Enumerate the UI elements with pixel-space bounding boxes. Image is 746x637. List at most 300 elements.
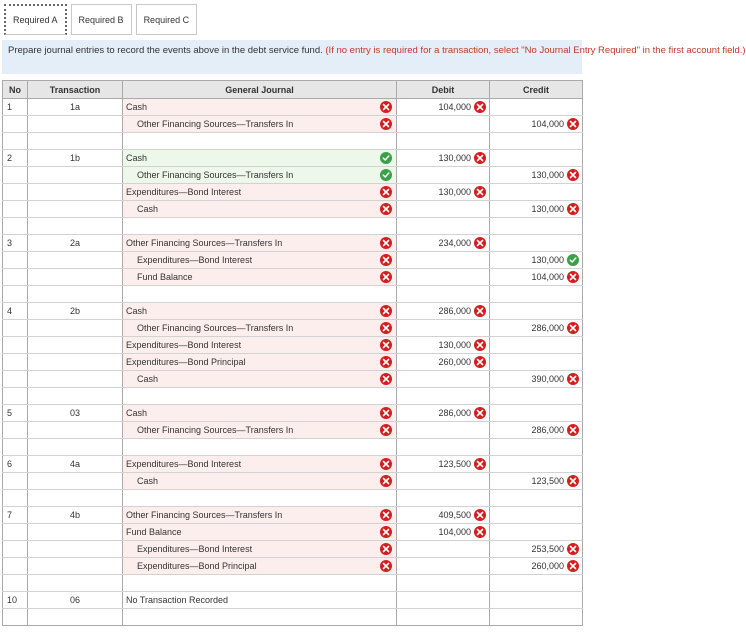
debit-input[interactable] (397, 507, 489, 523)
credit-cell[interactable] (490, 490, 583, 507)
journal-row (3, 439, 583, 456)
transaction-id (28, 558, 123, 575)
account-select[interactable] (123, 456, 396, 472)
credit-input[interactable] (490, 167, 582, 183)
incorrect-x-icon (474, 152, 486, 164)
account-select[interactable] (123, 269, 396, 285)
journal-row (3, 235, 583, 252)
account-select[interactable] (123, 507, 396, 523)
entry-number (3, 184, 28, 201)
entry-number: 7 (3, 507, 28, 524)
debit-amount: 409,500 (438, 510, 471, 520)
column-header-credit: Credit (490, 81, 583, 99)
credit-cell[interactable] (490, 575, 583, 592)
debit-cell[interactable] (397, 303, 490, 320)
credit-amount: 123,500 (531, 476, 564, 486)
debit-input[interactable] (397, 320, 489, 336)
incorrect-x-icon (474, 356, 486, 368)
credit-input[interactable] (490, 201, 582, 217)
credit-cell[interactable] (490, 354, 583, 371)
entry-number (3, 575, 28, 592)
journal-row (3, 184, 583, 201)
debit-cell[interactable] (397, 150, 490, 167)
credit-cell[interactable] (490, 439, 583, 456)
account-cell[interactable] (123, 201, 397, 218)
credit-input[interactable] (490, 524, 582, 540)
journal-row (3, 252, 583, 269)
debit-cell[interactable] (397, 473, 490, 490)
account-cell[interactable] (123, 592, 397, 609)
credit-input[interactable] (490, 558, 582, 574)
entry-number (3, 609, 28, 626)
debit-cell[interactable] (397, 252, 490, 269)
debit-cell[interactable] (397, 235, 490, 252)
transaction-id (28, 184, 123, 201)
incorrect-x-icon (380, 118, 392, 130)
debit-input[interactable] (397, 473, 489, 489)
credit-amount: 130,000 (531, 255, 564, 265)
incorrect-x-icon (567, 169, 579, 181)
incorrect-x-icon (474, 526, 486, 538)
journal-row (3, 405, 583, 422)
debit-input[interactable] (397, 99, 489, 115)
debit-cell[interactable] (397, 524, 490, 541)
journal-row (3, 167, 583, 184)
account-select[interactable] (123, 422, 396, 438)
debit-input[interactable] (397, 558, 489, 574)
account-select[interactable] (123, 116, 396, 132)
account-cell[interactable] (123, 269, 397, 286)
account-select[interactable] (123, 337, 396, 353)
account-select[interactable] (123, 320, 396, 336)
credit-input[interactable] (490, 371, 582, 387)
debit-input[interactable] (397, 167, 489, 183)
incorrect-x-icon (380, 407, 392, 419)
incorrect-x-icon (380, 356, 392, 368)
journal-row (3, 541, 583, 558)
instructions-text: Prepare journal entries to record the events above in the debt service fund. (8, 45, 326, 56)
debit-amount: 130,000 (438, 340, 471, 350)
incorrect-x-icon (380, 526, 392, 538)
credit-input[interactable] (490, 116, 582, 132)
debit-input[interactable] (397, 116, 489, 132)
account-name: Other Financing Sources—Transfers In (137, 323, 294, 333)
debit-cell[interactable] (397, 388, 490, 405)
account-cell[interactable] (123, 388, 397, 405)
journal-row (3, 320, 583, 337)
debit-cell[interactable] (397, 201, 490, 218)
incorrect-x-icon (567, 560, 579, 572)
account-name: Expenditures—Bond Principal (126, 357, 246, 367)
column-header-debit: Debit (397, 81, 490, 99)
credit-cell[interactable] (490, 252, 583, 269)
debit-cell[interactable] (397, 422, 490, 439)
transaction-id (28, 541, 123, 558)
account-select[interactable] (123, 524, 396, 540)
journal-row (3, 507, 583, 524)
account-name: Cash (137, 476, 159, 486)
tab-required-c[interactable]: Required C (136, 4, 198, 35)
entry-number (3, 218, 28, 235)
incorrect-x-icon (380, 237, 392, 249)
incorrect-x-icon (380, 560, 392, 572)
account-cell[interactable] (123, 303, 397, 320)
credit-cell[interactable] (490, 405, 583, 422)
account-name: Other Financing Sources—Transfers In (126, 238, 283, 248)
debit-cell[interactable] (397, 609, 490, 626)
account-select[interactable] (123, 184, 396, 200)
credit-cell[interactable] (490, 609, 583, 626)
incorrect-x-icon (380, 475, 392, 487)
credit-input[interactable] (490, 541, 582, 557)
transaction-id (28, 422, 123, 439)
journal-row (3, 388, 583, 405)
journal-table (2, 80, 583, 626)
credit-cell[interactable] (490, 422, 583, 439)
debit-cell[interactable] (397, 541, 490, 558)
account-name: Cash (126, 306, 148, 316)
credit-amount: 253,500 (531, 544, 564, 554)
incorrect-x-icon (474, 305, 486, 317)
account-cell[interactable] (123, 320, 397, 337)
account-cell[interactable] (123, 133, 397, 150)
debit-input[interactable] (397, 354, 489, 370)
account-cell[interactable] (123, 422, 397, 439)
credit-amount: 286,000 (531, 323, 564, 333)
account-cell[interactable] (123, 116, 397, 133)
debit-cell[interactable] (397, 456, 490, 473)
tab-bar (0, 0, 582, 36)
transaction-id: 2b (28, 303, 123, 320)
debit-cell[interactable] (397, 337, 490, 354)
debit-input[interactable] (397, 337, 489, 353)
account-select[interactable] (123, 541, 396, 557)
account-cell[interactable] (123, 507, 397, 524)
account-select[interactable] (123, 558, 396, 574)
account-cell[interactable] (123, 167, 397, 184)
account-select[interactable] (123, 473, 396, 489)
credit-cell[interactable] (490, 456, 583, 473)
account-name: Cash (137, 374, 159, 384)
account-name: Other Financing Sources—Transfers In (126, 510, 283, 520)
account-cell[interactable] (123, 541, 397, 558)
debit-input[interactable] (397, 541, 489, 557)
credit-input[interactable] (490, 184, 582, 200)
entry-number: 1 (3, 99, 28, 116)
journal-row (3, 354, 583, 371)
incorrect-x-icon (380, 322, 392, 334)
account-select[interactable] (123, 201, 396, 217)
credit-input[interactable] (490, 269, 582, 285)
account-cell[interactable] (123, 524, 397, 541)
correct-check-icon (567, 254, 579, 266)
credit-cell[interactable] (490, 507, 583, 524)
credit-cell[interactable] (490, 388, 583, 405)
debit-input[interactable] (397, 371, 489, 387)
debit-amount: 130,000 (438, 153, 471, 163)
incorrect-x-icon (380, 271, 392, 283)
column-header-no: No (3, 81, 28, 99)
credit-input[interactable] (490, 150, 582, 166)
credit-cell[interactable] (490, 269, 583, 286)
correct-check-icon (380, 169, 392, 181)
account-name: Other Financing Sources—Transfers In (137, 119, 294, 129)
incorrect-x-icon (567, 373, 579, 385)
debit-input[interactable] (397, 201, 489, 217)
credit-cell[interactable] (490, 592, 583, 609)
account-cell[interactable] (123, 558, 397, 575)
incorrect-x-icon (474, 407, 486, 419)
credit-cell[interactable] (490, 133, 583, 150)
credit-cell[interactable] (490, 286, 583, 303)
debit-input[interactable] (397, 269, 489, 285)
account-cell[interactable] (123, 218, 397, 235)
credit-cell[interactable] (490, 116, 583, 133)
entry-number (3, 320, 28, 337)
journal-body (3, 99, 583, 626)
debit-cell[interactable] (397, 167, 490, 184)
credit-cell[interactable] (490, 218, 583, 235)
credit-cell[interactable] (490, 99, 583, 116)
debit-input[interactable] (397, 303, 489, 319)
debit-amount: 104,000 (438, 102, 471, 112)
account-cell[interactable] (123, 235, 397, 252)
debit-cell[interactable] (397, 218, 490, 235)
credit-cell[interactable] (490, 337, 583, 354)
entry-number (3, 286, 28, 303)
incorrect-x-icon (567, 424, 579, 436)
debit-cell[interactable] (397, 439, 490, 456)
debit-cell[interactable] (397, 133, 490, 150)
debit-cell[interactable] (397, 99, 490, 116)
debit-input[interactable] (397, 405, 489, 421)
transaction-id (28, 371, 123, 388)
journal-row (3, 218, 583, 235)
incorrect-x-icon (567, 475, 579, 487)
debit-cell[interactable] (397, 269, 490, 286)
account-select[interactable] (123, 405, 396, 421)
account-cell[interactable] (123, 439, 397, 456)
debit-cell[interactable] (397, 116, 490, 133)
credit-amount: 130,000 (531, 204, 564, 214)
account-name: Expenditures—Bond Interest (126, 340, 242, 350)
incorrect-x-icon (380, 373, 392, 385)
debit-input[interactable] (397, 235, 489, 251)
account-select[interactable] (123, 303, 396, 319)
debit-input[interactable] (397, 592, 489, 608)
debit-input[interactable] (397, 524, 489, 540)
account-cell[interactable] (123, 490, 397, 507)
entry-number (3, 354, 28, 371)
debit-cell[interactable] (397, 490, 490, 507)
transaction-id (28, 473, 123, 490)
journal-row (3, 150, 583, 167)
credit-input[interactable] (490, 473, 582, 489)
transaction-id (28, 269, 123, 286)
incorrect-x-icon (567, 118, 579, 130)
transaction-id (28, 524, 123, 541)
account-cell[interactable] (123, 286, 397, 303)
account-select[interactable] (123, 252, 396, 268)
entry-number (3, 490, 28, 507)
credit-input[interactable] (490, 507, 582, 523)
incorrect-x-icon (380, 101, 392, 113)
entry-number (3, 558, 28, 575)
column-header-transaction: Transaction (28, 81, 123, 99)
debit-cell[interactable] (397, 320, 490, 337)
incorrect-x-icon (380, 543, 392, 555)
journal-row (3, 422, 583, 439)
account-name: Cash (137, 204, 159, 214)
credit-input[interactable] (490, 456, 582, 472)
transaction-id (28, 337, 123, 354)
entry-number (3, 371, 28, 388)
transaction-id: 2a (28, 235, 123, 252)
tab-required-a[interactable]: Required A (4, 4, 67, 35)
account-cell[interactable] (123, 150, 397, 167)
account-cell[interactable] (123, 575, 397, 592)
debit-cell[interactable] (397, 354, 490, 371)
credit-cell[interactable] (490, 235, 583, 252)
entry-number (3, 337, 28, 354)
credit-cell[interactable] (490, 184, 583, 201)
credit-cell[interactable] (490, 150, 583, 167)
incorrect-x-icon (380, 424, 392, 436)
account-name: Cash (126, 102, 148, 112)
account-cell[interactable] (123, 99, 397, 116)
debit-amount: 286,000 (438, 306, 471, 316)
entry-number: 2 (3, 150, 28, 167)
debit-cell[interactable] (397, 405, 490, 422)
account-cell[interactable] (123, 184, 397, 201)
credit-input[interactable] (490, 235, 582, 251)
debit-input[interactable] (397, 456, 489, 472)
debit-amount: 104,000 (438, 527, 471, 537)
credit-cell[interactable] (490, 303, 583, 320)
transaction-id (28, 354, 123, 371)
debit-cell[interactable] (397, 592, 490, 609)
credit-amount: 104,000 (531, 272, 564, 282)
credit-input[interactable] (490, 320, 582, 336)
transaction-id (28, 252, 123, 269)
credit-cell[interactable] (490, 201, 583, 218)
entry-number (3, 439, 28, 456)
credit-cell[interactable] (490, 167, 583, 184)
debit-amount: 123,500 (438, 459, 471, 469)
credit-amount: 286,000 (531, 425, 564, 435)
journal-row (3, 269, 583, 286)
debit-input[interactable] (397, 184, 489, 200)
debit-cell[interactable] (397, 184, 490, 201)
credit-cell[interactable] (490, 473, 583, 490)
debit-cell[interactable] (397, 507, 490, 524)
account-select[interactable] (123, 592, 396, 608)
tab-required-b[interactable]: Required B (71, 4, 132, 35)
account-select[interactable] (123, 150, 396, 166)
account-name: Fund Balance (126, 527, 182, 537)
debit-cell[interactable] (397, 286, 490, 303)
transaction-id (28, 609, 123, 626)
incorrect-x-icon (567, 322, 579, 334)
incorrect-x-icon (567, 271, 579, 283)
column-header-general-journal: General Journal (123, 81, 397, 99)
credit-input[interactable] (490, 303, 582, 319)
debit-cell[interactable] (397, 371, 490, 388)
credit-cell[interactable] (490, 371, 583, 388)
credit-amount: 260,000 (531, 561, 564, 571)
journal-row (3, 609, 583, 626)
incorrect-x-icon (380, 254, 392, 266)
account-select[interactable] (123, 371, 396, 387)
account-cell[interactable] (123, 354, 397, 371)
credit-input[interactable] (490, 354, 582, 370)
transaction-id (28, 286, 123, 303)
account-select[interactable] (123, 99, 396, 115)
debit-input[interactable] (397, 252, 489, 268)
entry-number (3, 269, 28, 286)
debit-cell[interactable] (397, 558, 490, 575)
credit-input[interactable] (490, 99, 582, 115)
account-cell[interactable] (123, 473, 397, 490)
credit-cell[interactable] (490, 541, 583, 558)
credit-input[interactable] (490, 337, 582, 353)
debit-amount: 286,000 (438, 408, 471, 418)
transaction-id: 1b (28, 150, 123, 167)
account-name: Other Financing Sources—Transfers In (137, 425, 294, 435)
entry-number: 5 (3, 405, 28, 422)
incorrect-x-icon (380, 458, 392, 470)
debit-input[interactable] (397, 422, 489, 438)
transaction-id (28, 575, 123, 592)
credit-input[interactable] (490, 422, 582, 438)
account-name: Expenditures—Bond Interest (126, 187, 242, 197)
account-cell[interactable] (123, 337, 397, 354)
debit-cell[interactable] (397, 575, 490, 592)
account-select[interactable] (123, 167, 396, 183)
debit-input[interactable] (397, 150, 489, 166)
account-name: Expenditures—Bond Principal (137, 561, 257, 571)
transaction-id (28, 320, 123, 337)
journal-row (3, 303, 583, 320)
journal-row (3, 99, 583, 116)
account-cell[interactable] (123, 609, 397, 626)
account-cell[interactable] (123, 252, 397, 269)
account-name: Cash (126, 153, 148, 163)
account-cell[interactable] (123, 371, 397, 388)
account-select[interactable] (123, 235, 396, 251)
entry-number (3, 252, 28, 269)
journal-row (3, 116, 583, 133)
entry-number (3, 473, 28, 490)
credit-cell[interactable] (490, 524, 583, 541)
account-cell[interactable] (123, 456, 397, 473)
account-cell[interactable] (123, 405, 397, 422)
credit-input[interactable] (490, 405, 582, 421)
credit-input[interactable] (490, 252, 582, 268)
credit-cell[interactable] (490, 558, 583, 575)
entry-number (3, 133, 28, 150)
account-name: Cash (126, 408, 148, 418)
journal-row (3, 592, 583, 609)
incorrect-x-icon (474, 186, 486, 198)
account-select[interactable] (123, 354, 396, 370)
credit-cell[interactable] (490, 320, 583, 337)
entry-number (3, 524, 28, 541)
credit-input[interactable] (490, 592, 582, 608)
incorrect-x-icon (474, 101, 486, 113)
transaction-id: 4b (28, 507, 123, 524)
incorrect-x-icon (567, 543, 579, 555)
